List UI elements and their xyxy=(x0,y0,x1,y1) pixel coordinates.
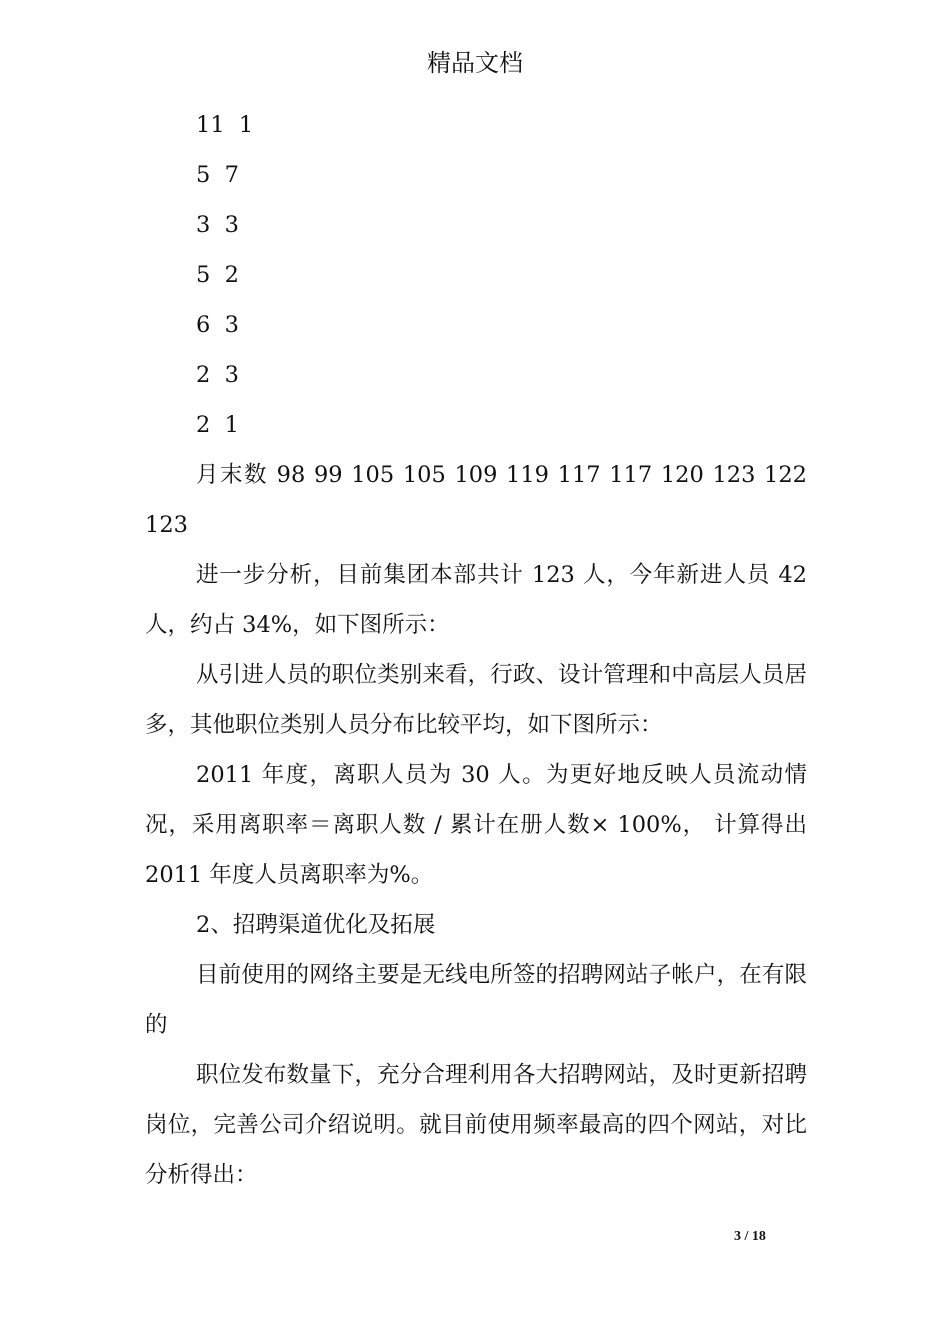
page-header-title: 精品文档 xyxy=(427,49,523,77)
number-row: 5 2 xyxy=(196,262,239,288)
number-row: 11 1 xyxy=(196,112,254,138)
paragraph-new-staff-analysis: 进一步分析，目前集团本部共计 123 人，今年新进人员 42 人，约占 34%，如下图所示： xyxy=(145,562,807,638)
number-row: 6 3 xyxy=(196,312,239,338)
month-end-count-row: 月末数 98 99 105 105 109 119 117 117 120 123 122 123 xyxy=(145,462,807,538)
number-row: 2 3 xyxy=(196,362,239,388)
number-row: 2 1 xyxy=(196,412,239,438)
paragraph-recruitment-websites: 职位发布数量下，充分合理利用各大招聘网站，及时更新招聘岗位，完善公司介绍说明。就目前使用频率最高的四个网站，对比分析得出： xyxy=(145,1062,807,1188)
document-body xyxy=(145,100,807,1200)
section-heading-recruitment-channels: 2、招聘渠道优化及拓展 xyxy=(196,912,436,938)
paragraph-network-accounts: 目前使用的网络主要是无线电所签的招聘网站子帐户，在有限的 xyxy=(145,962,807,1038)
paragraph-position-categories: 从引进人员的职位类别来看，行政、设计管理和中高层人员居多，其他职位类别人员分布比较平均，如下图所示： xyxy=(145,662,807,738)
number-row: 5 7 xyxy=(196,162,239,188)
page-number: 3 / 18 xyxy=(734,1229,766,1244)
number-row: 3 3 xyxy=(196,212,239,238)
paragraph-turnover-rate: 2011 年度，离职人员为 30 人。为更好地反映人员流动情况，采用离职率＝离职人数 / 累计在册人数× 100%， 计算得出 2011 年度人员离职率为%。 xyxy=(145,762,807,888)
